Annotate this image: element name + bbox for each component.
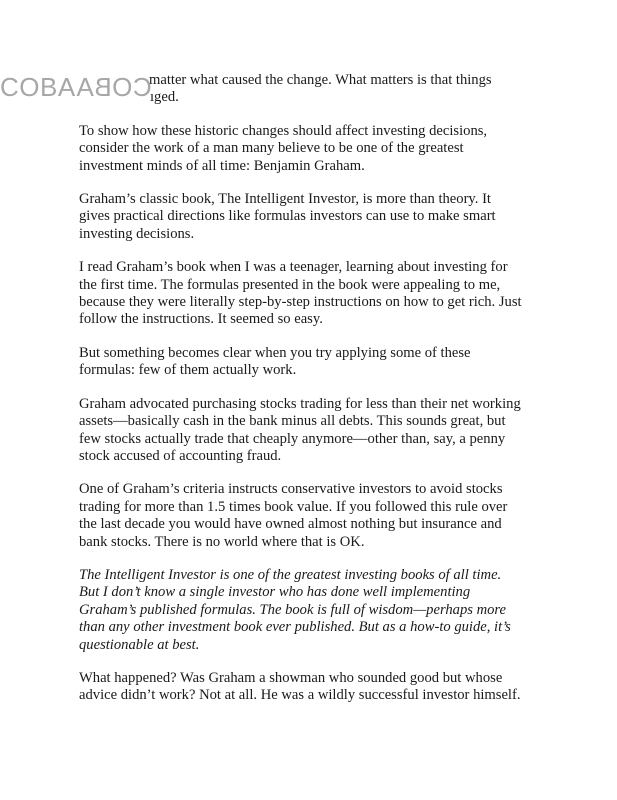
watermark-text-mirrored: COBA <box>75 72 152 102</box>
text-line: investing decisions. <box>79 225 195 242</box>
text-line: questionable at best. <box>79 636 200 653</box>
text-line: gives practical directions like formulas investors can use to make smart <box>79 208 496 225</box>
text-line: assets—basically cash in the bank minus all debts. This sounds great, but <box>79 413 506 430</box>
body-text <box>79 72 549 721</box>
paragraph <box>79 481 549 551</box>
text-line: What happened? Was Graham a showman who sounded good but whose <box>79 669 503 686</box>
text-line: One of Graham’s criteria instructs conservative investors to avoid stocks <box>79 481 503 498</box>
paragraph <box>79 670 549 705</box>
text-line: stock accused of accounting fraud. <box>79 447 282 464</box>
text-line: consider the work of a man many believe to be one of the greatest <box>79 140 464 157</box>
italic-callout-paragraph <box>79 567 549 654</box>
watermark-text: COBA <box>0 72 76 102</box>
text-line: than any other investment book ever published. But as a how-to guide, it’s <box>79 619 511 636</box>
text-line: few stocks actually trade that cheaply anymore—other than, say, a penny <box>79 430 506 447</box>
text-line: because they were literally step-by-step instructions on how to get rich. Just <box>79 294 522 311</box>
paragraph <box>79 345 549 380</box>
paragraph <box>79 123 549 175</box>
text-line: investment minds of all time: Benjamin Graham. <box>79 157 365 174</box>
paragraph <box>79 396 549 466</box>
text-line: To show how these historic changes should affect investing decisions, <box>79 122 488 139</box>
text-line: The Intelligent Investor is one of the greatest investing books of all time. <box>79 566 502 583</box>
text-line: follow the instructions. It seemed so easy. <box>79 311 323 328</box>
text-line: the first time. The formulas presented in the book were appealing to me, <box>79 276 501 293</box>
text-line: formulas: few of them actually work. <box>79 362 297 379</box>
text-line: Graham advocated purchasing stocks trading for less than their net working <box>79 395 521 412</box>
text-line: matter what caused the change. What matters is that things <box>149 72 492 88</box>
text-line: Graham’s published formulas. The book is full of wisdom—perhaps more <box>79 601 507 618</box>
text-line: I read Graham’s book when I was a teenager, learning about investing for <box>79 259 508 276</box>
text-line: bank stocks. There is no world where that is OK. <box>79 533 365 550</box>
text-line: But something becomes clear when you try applying some of these <box>79 344 471 361</box>
text-line: ıged. <box>150 89 179 106</box>
text-line: advice didn’t work? Not at all. He was a wildly successful investor himself. <box>79 687 521 704</box>
text-line: trading for more than 1.5 times book value. If you followed this rule over <box>79 498 508 515</box>
paragraph <box>79 191 549 243</box>
watermark-logo <box>0 72 151 102</box>
paragraph <box>79 259 549 329</box>
text-line: But I don’t know a single investor who has done well implementing <box>79 584 471 601</box>
text-line: Graham’s classic book, The Intelligent Investor, is more than theory. It <box>79 191 491 208</box>
text-line: the last decade you would have owned almost nothing but insurance and <box>79 516 502 533</box>
